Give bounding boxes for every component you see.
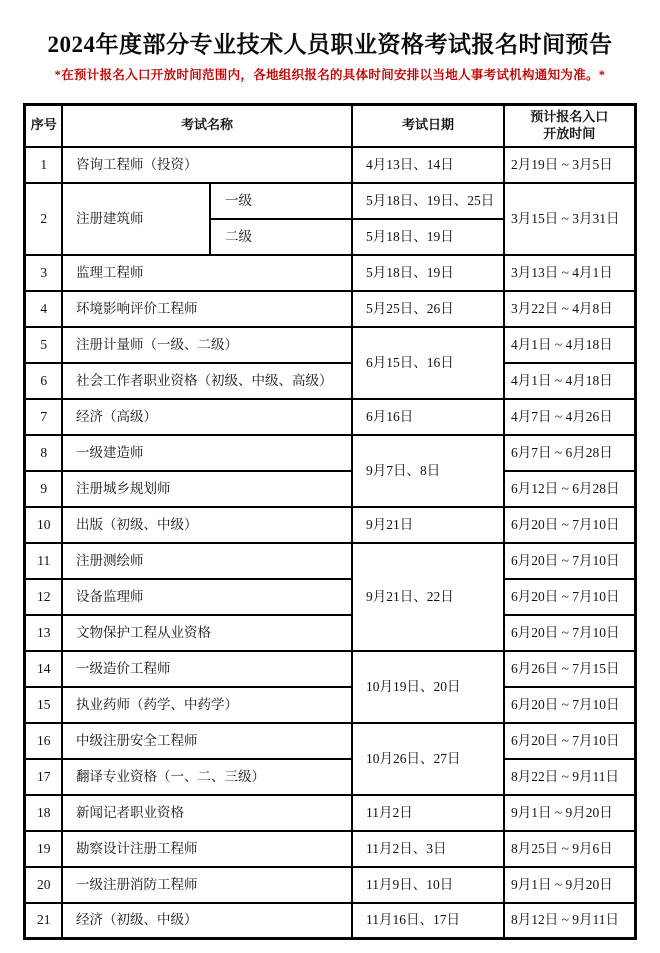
- cell-exam-name: 注册测绘师: [62, 543, 352, 579]
- cell-index: 14: [25, 651, 62, 687]
- cell-exam-date: 10月26日、27日: [352, 723, 504, 795]
- cell-exam-name: 经济（高级）: [62, 399, 352, 435]
- cell-registration-window: 3月13日 ~ 4月1日: [504, 255, 635, 291]
- cell-exam-date: 5月18日、19日: [352, 255, 504, 291]
- cell-registration-window: 3月22日 ~ 4月8日: [504, 291, 635, 327]
- cell-exam-date: 11月2日: [352, 795, 504, 831]
- cell-exam-name: 设备监理师: [62, 579, 352, 615]
- col-header-registration-window: [504, 105, 635, 147]
- cell-index: 20: [25, 867, 62, 903]
- table-row: [25, 795, 635, 831]
- cell-index: 15: [25, 687, 62, 723]
- cell-exam-date: 6月16日: [352, 399, 504, 435]
- cell-exam-name: 注册城乡规划师: [62, 471, 352, 507]
- cell-index: 10: [25, 507, 62, 543]
- cell-registration-window: 6月20日 ~ 7月10日: [504, 723, 635, 759]
- cell-exam-name: 勘察设计注册工程师: [62, 831, 352, 867]
- cell-index: 9: [25, 471, 62, 507]
- col-header-registration-line1: 预计报名入口: [530, 108, 609, 124]
- cell-exam-name: 出版（初级、中级）: [62, 507, 352, 543]
- cell-exam-name: 中级注册安全工程师: [62, 723, 352, 759]
- cell-registration-window: 6月20日 ~ 7月10日: [504, 687, 635, 723]
- cell-exam-date: 11月2日、3日: [352, 831, 504, 867]
- cell-exam-name: 注册建筑师: [62, 183, 210, 255]
- table-row: [25, 579, 635, 615]
- table-row: [25, 435, 635, 471]
- cell-registration-window: 8月12日 ~ 9月11日: [504, 903, 635, 939]
- table-row: [25, 255, 635, 291]
- cell-index: 16: [25, 723, 62, 759]
- cell-exam-date: 6月15日、16日: [352, 327, 504, 399]
- cell-exam-name: 注册计量师（一级、二级）: [62, 327, 352, 363]
- cell-exam-date: 9月7日、8日: [352, 435, 504, 507]
- cell-index: 1: [25, 147, 62, 183]
- cell-exam-date: 11月9日、10日: [352, 867, 504, 903]
- col-header-index: 序号: [25, 105, 62, 147]
- cell-exam-date: 5月18日、19日、25日: [352, 183, 504, 219]
- table-row: [25, 903, 635, 939]
- cell-exam-name: 执业药师（药学、中药学）: [62, 687, 352, 723]
- col-header-exam-name: 考试名称: [62, 105, 352, 147]
- cell-exam-date: 11月16日、17日: [352, 903, 504, 939]
- cell-index: 7: [25, 399, 62, 435]
- cell-index: 19: [25, 831, 62, 867]
- cell-registration-window: 6月20日 ~ 7月10日: [504, 579, 635, 615]
- cell-registration-window: 6月20日 ~ 7月10日: [504, 507, 635, 543]
- table-row: [25, 543, 635, 579]
- table-row: [25, 363, 635, 399]
- col-header-registration-line2: 开放时间: [543, 125, 596, 141]
- cell-exam-name: 环境影响评价工程师: [62, 291, 352, 327]
- cell-exam-name: 监理工程师: [62, 255, 352, 291]
- cell-exam-date: 9月21日: [352, 507, 504, 543]
- cell-exam-name: 咨询工程师（投资）: [62, 147, 352, 183]
- cell-registration-window: 6月20日 ~ 7月10日: [504, 615, 635, 651]
- page-title: 2024年度部分专业技术人员职业资格考试报名时间预告: [47, 32, 613, 57]
- cell-exam-name: 社会工作者职业资格（初级、中级、高级）: [62, 363, 352, 399]
- table-row: [25, 759, 635, 795]
- cell-registration-window: 6月12日 ~ 6月28日: [504, 471, 635, 507]
- cell-index: 8: [25, 435, 62, 471]
- table-row: [25, 183, 635, 219]
- table-row: [25, 651, 635, 687]
- cell-registration-window: 8月25日 ~ 9月6日: [504, 831, 635, 867]
- cell-exam-name: 一级造价工程师: [62, 651, 352, 687]
- table-row: [25, 399, 635, 435]
- cell-index: 3: [25, 255, 62, 291]
- cell-registration-window: 9月1日 ~ 9月20日: [504, 867, 635, 903]
- notice-text: *在预计报名入口开放时间范围内，各地组织报名的具体时间安排以当地人事考试机构通知为准。*: [54, 68, 606, 82]
- cell-registration-window: 8月22日 ~ 9月11日: [504, 759, 635, 795]
- cell-registration-window: 9月1日 ~ 9月20日: [504, 795, 635, 831]
- cell-registration-window: 4月7日 ~ 4月26日: [504, 399, 635, 435]
- cell-registration-window: 6月26日 ~ 7月15日: [504, 651, 635, 687]
- cell-registration-window: 6月7日 ~ 6月28日: [504, 435, 635, 471]
- cell-index: 2: [25, 183, 62, 255]
- cell-exam-date: 10月19日、20日: [352, 651, 504, 723]
- table-row: [25, 507, 635, 543]
- cell-index: 4: [25, 291, 62, 327]
- cell-index: 17: [25, 759, 62, 795]
- table-row: [25, 327, 635, 363]
- cell-index: 21: [25, 903, 62, 939]
- table-row: [25, 687, 635, 723]
- col-header-exam-date: 考试日期: [352, 105, 504, 147]
- table-row: [25, 291, 635, 327]
- cell-exam-name: 文物保护工程从业资格: [62, 615, 352, 651]
- cell-index: 5: [25, 327, 62, 363]
- cell-registration-window: 4月1日 ~ 4月18日: [504, 363, 635, 399]
- cell-exam-name: 一级注册消防工程师: [62, 867, 352, 903]
- cell-exam-level: 一级: [210, 183, 352, 219]
- cell-exam-name: 一级建造师: [62, 435, 352, 471]
- table-row: [25, 615, 635, 651]
- cell-index: 11: [25, 543, 62, 579]
- header-row: [25, 105, 635, 147]
- cell-exam-date: 4月13日、14日: [352, 147, 504, 183]
- cell-exam-date: 5月18日、19日: [352, 219, 504, 255]
- cell-index: 12: [25, 579, 62, 615]
- cell-exam-name: 新闻记者职业资格: [62, 795, 352, 831]
- table-row: [25, 723, 635, 759]
- cell-exam-name: 经济（初级、中级）: [62, 903, 352, 939]
- cell-registration-window: 3月15日 ~ 3月31日: [504, 183, 635, 255]
- cell-registration-window: 6月20日 ~ 7月10日: [504, 543, 635, 579]
- cell-registration-window: 2月19日 ~ 3月5日: [504, 147, 635, 183]
- cell-index: 6: [25, 363, 62, 399]
- cell-exam-date: 9月21日、22日: [352, 543, 504, 651]
- exam-schedule-table: [23, 103, 636, 940]
- cell-registration-window: 4月1日 ~ 4月18日: [504, 327, 635, 363]
- cell-index: 13: [25, 615, 62, 651]
- cell-exam-name: 翻译专业资格（一、二、三级）: [62, 759, 352, 795]
- cell-exam-level: 二级: [210, 219, 352, 255]
- table-row: [25, 831, 635, 867]
- cell-index: 18: [25, 795, 62, 831]
- table-row: [25, 471, 635, 507]
- table-row: [25, 147, 635, 183]
- cell-exam-date: 5月25日、26日: [352, 291, 504, 327]
- table-row: [25, 867, 635, 903]
